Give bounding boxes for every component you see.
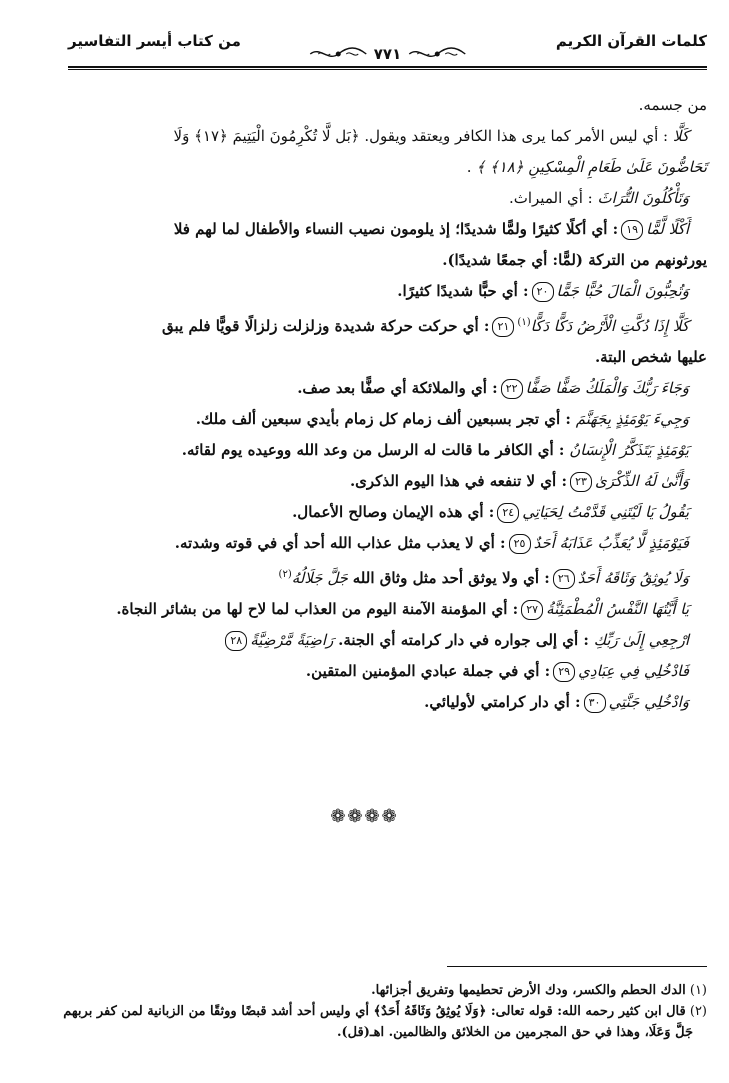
footnote-rule — [447, 966, 707, 967]
footnote-text: قال ابن كثير رحمه الله: قوله تعالى: ﴿وَلَا يُوثِقُ وَثَاقَهُ أَحَدٌ﴾ أي وليس أحد أشد قبضًا ووثقًا من الزبانية لمن كفر بربهم — [63, 1004, 686, 1019]
verse-number-badge: ٢٧ — [521, 600, 543, 620]
glossary-entry — [70, 121, 707, 152]
verse-number-badge: ٢١ — [492, 317, 514, 337]
quran-phrase-inline: رَاضِيَةً مَّرْضِيَّةً — [250, 631, 334, 649]
text-line: عليها شخص البتة. — [594, 348, 707, 366]
section-divider-stars: ❁❁❁❁ — [330, 806, 399, 827]
explanation: : أي ليس الأمر كما يرى هذا الكافر ويعتقد ويقول. ﴿بَل لَّا تُكْرِمُونَ الْيَتِيمَ ﴿١٧﴾ وَلَا — [173, 127, 669, 145]
quran-phrase: وَادْخُلِي جَنَّتِي — [608, 693, 689, 711]
explanation: : أي إلى جواره في دار كرامته أي الجنة. — [338, 631, 589, 649]
glossary-entry — [70, 656, 707, 687]
verse-number-badge: ٢٦ — [553, 569, 575, 589]
verse-number-badge: ٢٠ — [532, 282, 554, 302]
footnote-text: جَلَّ وَعَلَا، وهذا في حق المجرمين من الخلائق والظالمين. اهـ(قل). — [336, 1025, 693, 1040]
glossary-entry — [70, 594, 707, 625]
footnote-continuation — [36, 1022, 707, 1043]
explanation: : أي الكافر ما قالت له الرسل من وعد الله ووعيده يوم لقائه. — [181, 441, 565, 459]
explanation: : أي أكلًا كثيرًا ولمًّا شديدًا؛ إذ يلومون نصيب النساء والأطفال لما لهم فلا — [173, 220, 619, 238]
header-book-title: كلمات القرآن الكريم — [555, 32, 707, 50]
explanation: : أي لا تنفعه في هذا اليوم الذكرى. — [349, 472, 567, 490]
explanation: : أي ولا يوثق أحد مثل وثاق الله — [352, 569, 550, 587]
footnote-marker: (٢) — [278, 569, 292, 580]
quran-phrase: وَأَنَّىٰ لَهُ الذِّكْرَىٰ — [594, 472, 689, 490]
glossary-entry — [70, 373, 707, 404]
explanation: : أي تجر بسبعين ألف زمام كل زمام بأيدي سبعين ألف ملك. — [195, 410, 571, 428]
header-rule — [68, 66, 707, 68]
footnote-marker: (١) — [517, 317, 531, 328]
explanation: : أي المؤمنة الآمنة اليوم من العذاب لما لاح لها من بشائر النجاة. — [116, 600, 519, 618]
verse-number-badge: ٢٣ — [570, 472, 592, 492]
glossary-entry — [70, 214, 707, 245]
explanation: : أي دار كرامتي لأوليائي. — [424, 693, 581, 711]
glossary-entry — [70, 404, 707, 435]
quran-phrase: وَجَاءَ رَبُّكَ وَالْمَلَكُ صَفًّا صَفًّا — [525, 379, 689, 397]
quran-phrase: كَلَّا — [672, 127, 689, 145]
glossary-entry — [70, 497, 707, 528]
footnote-number: (١) — [689, 983, 707, 998]
text-line: تَحَاضُّونَ عَلَىٰ طَعَامِ الْمِسْكِينِ ﴿١٨﴾ ﴾ . — [466, 158, 707, 176]
text-line: من جسمه. — [638, 96, 707, 114]
header-source-title: من كتاب أيسر التفاسير — [68, 32, 241, 50]
verse-number-badge: ٢٨ — [225, 631, 247, 651]
page-header — [68, 30, 707, 70]
verse-number-badge: ٢٤ — [497, 503, 519, 523]
explanation: : أي لا يعذب مثل عذاب الله أحد أي في قوته وشدته. — [174, 534, 506, 552]
verse-number-badge: ٢٩ — [553, 662, 575, 682]
footnote-text: الدك الحطم والكسر، ودك الأرض تحطيمها وتفريق أجزائها. — [371, 983, 686, 998]
glossary-entry — [70, 307, 707, 342]
page-number-block — [308, 44, 467, 64]
glossary-entry — [70, 528, 707, 559]
quran-phrase: وَلَا يُوثِقُ وَثَاقَهُ أَحَدٌ — [577, 569, 689, 587]
quran-phrase: يَا أَيَّتُهَا النَّفْسُ الْمُطْمَئِنَّةُ — [546, 600, 689, 618]
quran-phrase: يَوْمَئِذٍ يَتَذَكَّرُ الْإِنسَانُ — [569, 441, 689, 459]
footnote — [36, 980, 707, 1001]
verse-number-badge: ٢٢ — [501, 379, 523, 399]
quran-phrase: وَتُحِبُّونَ الْمَالَ حُبًّا جَمًّا — [556, 282, 689, 300]
glossary-entry — [70, 559, 707, 594]
glossary-entry — [70, 276, 707, 307]
glossary-entry — [70, 435, 707, 466]
explanation: : أي حبًّا شديدًا كثيرًا. — [397, 282, 529, 300]
quran-phrase: وَجِيءَ يَوْمَئِذٍ بِجَهَنَّمَ — [575, 410, 689, 428]
verse-number-badge: ٢٥ — [509, 534, 531, 554]
glossary-entry — [70, 183, 707, 214]
footnote-number: (٢) — [689, 1004, 707, 1019]
header-rule-thin — [68, 69, 707, 70]
text-line: يورثونهم من التركة (لمًّا: أي جمعًا شديدًا). — [442, 251, 707, 269]
explanation: : أي والملائكة أي صفًّا بعد صف. — [297, 379, 498, 397]
glossary-entry — [70, 466, 707, 497]
quran-phrase: تَحَاضُّونَ عَلَىٰ طَعَامِ الْمِسْكِينِ ﴿١٨﴾ ﴾ — [476, 158, 707, 176]
verse-number-badge: ١٩ — [621, 220, 643, 240]
quran-phrase: أَكْلًا لَّمًّا — [646, 220, 689, 238]
quran-phrase: يَقُولُ يَا لَيْتَنِي قَدَّمْتُ لِحَيَاتِي — [522, 503, 689, 521]
page-number: ٧٧١ — [373, 45, 402, 63]
glossary-body — [70, 90, 707, 718]
ornament-left-icon — [308, 44, 368, 64]
footnotes — [36, 980, 707, 1043]
quran-phrase: ارْجِعِي إِلَىٰ رَبِّكِ — [593, 631, 689, 649]
explanation: : أي هذه الإيمان وصالح الأعمال. — [292, 503, 495, 521]
quran-phrase: فَيَوْمَئِذٍ لَّا يُعَذِّبُ عَذَابَهُ أَحَدٌ — [533, 534, 689, 552]
quran-phrase: فَادْخُلِي فِي عِبَادِي — [578, 662, 689, 680]
quran-phrase: وَتَأْكُلُونَ التُّرَاثَ — [597, 189, 689, 207]
verse-number-badge: ٣٠ — [584, 693, 606, 713]
explanation: : أي في جملة عبادي المؤمنين المتقين. — [305, 662, 551, 680]
glossary-entry — [70, 625, 707, 656]
ornament-right-icon — [407, 44, 467, 64]
explanation: : أي الميراث. — [508, 189, 593, 207]
footnote — [36, 1001, 707, 1022]
quran-phrase: كَلَّا إِذَا دُكَّتِ الْأَرْضُ دَكًّا دَكًّا — [530, 317, 689, 335]
honorific-glyph: جَلَّ جَلَالُهُ — [291, 569, 348, 587]
explanation: : أي حركت حركة شديدة وزلزلت زلزالًا قويًّا فلم يبق — [162, 317, 490, 335]
glossary-entry — [70, 687, 707, 718]
